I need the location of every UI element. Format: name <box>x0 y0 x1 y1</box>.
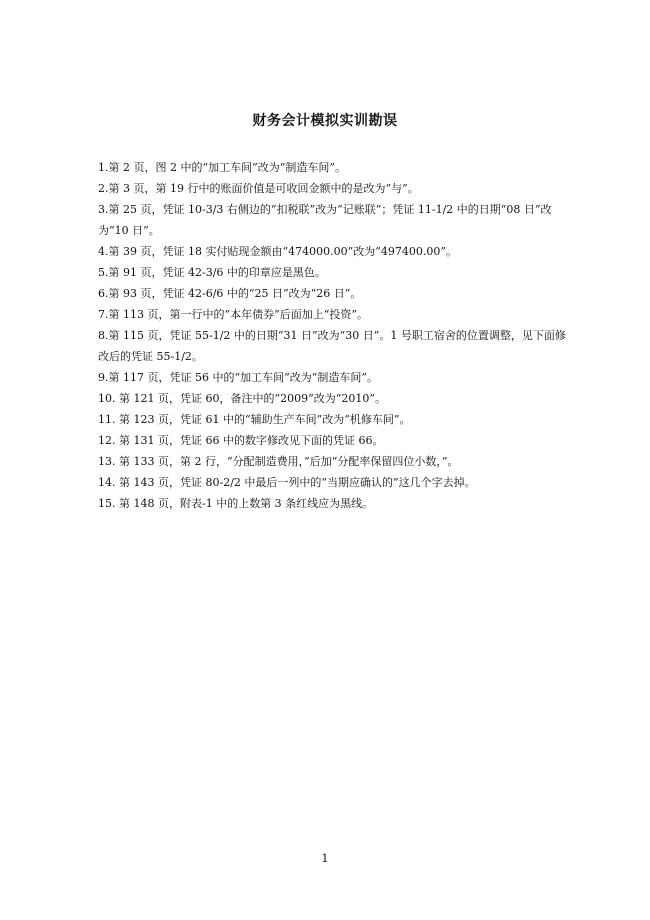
errata-item-12: 12. 第 131 页，凭证 66 中的数字修改见下面的凭证 66。 <box>98 434 384 447</box>
errata-item-5: 5.第 91 页，凭证 42-3/6 中的印章应是黑色。 <box>98 266 326 279</box>
page-number: 1 <box>321 852 329 865</box>
document-title: 财务会计模拟实训勘误 <box>252 113 398 129</box>
errata-item-6: 6.第 93 页，凭证 42-6/6 中的“25 日”改为“26 日”。 <box>98 287 362 300</box>
errata-item-13: 13. 第 133 页，第 2 行，“分配制造费用，”后加“分配率保留四位小数，”。 <box>98 455 459 468</box>
errata-item-11: 11. 第 123 页，凭证 61 中的“辅助生产车间”改为“机修车间”。 <box>98 413 411 426</box>
errata-list <box>98 157 568 514</box>
errata-item-9: 9.第 117 页，凭证 56 中的“加工车间”改为“制造车间”。 <box>98 371 378 384</box>
errata-item-2: 2.第 3 页，第 19 行中的账面价值是可收回金额中的是改为“与”。 <box>98 182 419 195</box>
errata-item-1: 1.第 2 页，图 2 中的“加工车间”改为“制造车间”。 <box>98 161 346 174</box>
errata-item-14: 14. 第 143 页，凭证 80-2/2 中最后一列中的“当期应确认的”这几个字去掉。 <box>98 476 476 489</box>
errata-item-4: 4.第 39 页，凭证 18 实付贴现金额由“474000.00”改为“497400.00”。 <box>98 245 457 258</box>
errata-item-3: 3.第 25 页，凭证 10-3/3 右侧边的“扣税联”改为“记账联”；凭证 11-1/2 中的日期“08 日”改为“10 日”。 <box>98 203 552 237</box>
errata-item-8: 8.第 115 页，凭证 55-1/2 中的日期“31 日”改为“30 日”。1 号职工宿舍的位置调整，见下面修改后的凭证 55-1/2。 <box>98 329 566 363</box>
errata-item-15: 15. 第 148 页，附表-1 中的上数第 3 条红线应为黑线。 <box>98 497 374 510</box>
errata-item-10: 10. 第 121 页，凭证 60，备注中的“2009”改为“2010”。 <box>98 392 386 405</box>
errata-item-7: 7.第 113 页，第一行中的“本年债券”后面加上“投资”。 <box>98 308 368 321</box>
